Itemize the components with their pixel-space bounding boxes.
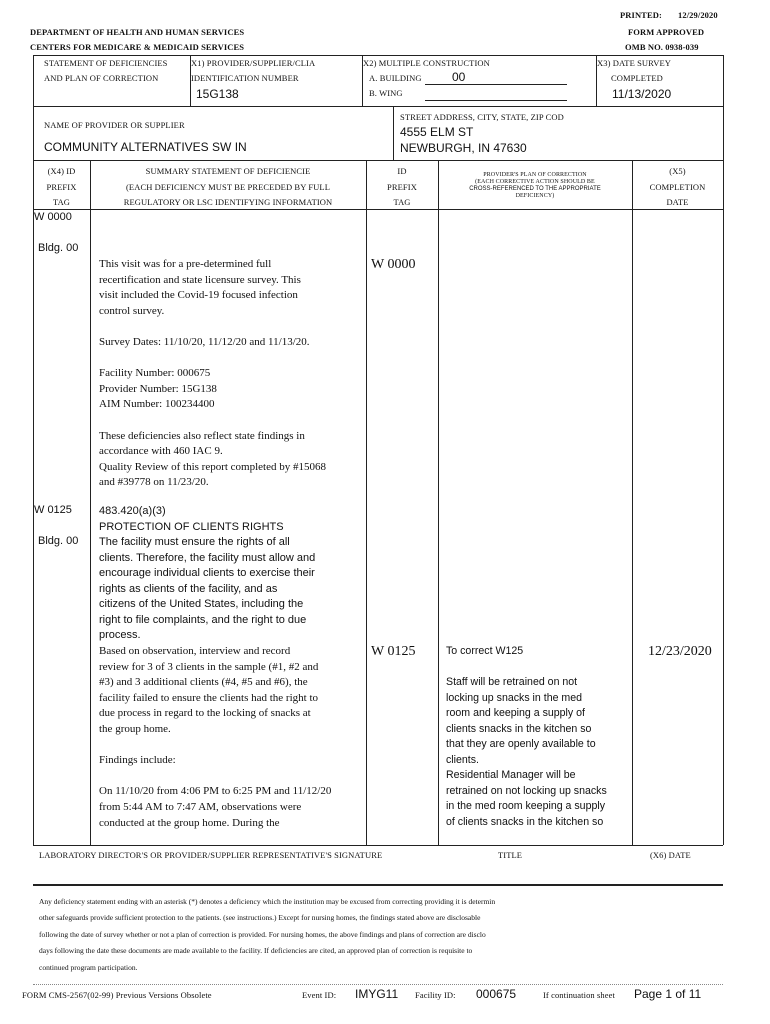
summary-line: Survey Dates: 11/10/20, 11/12/20 and 11/13/20. [99,335,310,348]
entry2-tag: W 0125 [34,504,72,516]
plan-line: that they are openly available to [446,738,596,750]
summary-line: Provider Number: 15G138 [99,382,217,395]
disclaimer-line: following the date of survey whether or not a plan of correction is provided. For nursing homes, the above findings and plans of correction are disclo [39,929,486,939]
summary-line [99,319,364,335]
regulation-line: right to file complaints, and the right to due [99,613,307,626]
x5-header-3: DATE [666,197,689,207]
summary-line: accordance with 460 IAC 9. [99,445,223,458]
summary-line [99,413,364,429]
regulation-line: encourage individual clients to exercise their [99,567,315,579]
summary-line: recertification and state licensure survey. This [99,273,301,286]
summary-line: control survey. [99,304,165,317]
plan-line: locking up snacks in the med [446,691,583,704]
page-number: Page 1 of 11 [634,987,702,1001]
summary-line: Quality Review of this report completed by #15068 [99,460,326,473]
entry2-id-tag: W 0125 [371,644,416,659]
x5-header-1: (X5) [669,166,686,176]
disclaimer-line: other safeguards provide sufficient protection to the patients. (see instructions.) Except for nursing homes, the findings stated above are disclosable [39,913,481,923]
form-approved: FORM APPROVED [628,27,705,37]
form-number: FORM CMS-2567(02-99) Previous Versions Obsolete [22,990,212,1000]
summary-header-2: (EACH DEFICIENCY MUST BE PRECEDED BY FULL [125,182,331,192]
disclaimer [39,894,723,976]
building-label: A. BUILDING [369,73,422,83]
facility-id-label: Facility ID: [415,990,456,1000]
event-id-value: IMYG11 [355,987,399,1001]
lab-director-label: LABORATORY DIRECTOR'S OR PROVIDER/SUPPLIER REPRESENTATIVE'S SIGNATURE [39,850,383,860]
plan-header-4: DEFICIENCY) [515,193,555,199]
regulation-line: process. [99,629,141,641]
entry2-plan [446,644,630,830]
regulation-line: PROTECTION OF CLIENTS RIGHTS [99,520,284,533]
entry1-bldg: Bldg. 00 [38,242,79,254]
plan-line: in the med room keeping a supply [446,800,605,812]
event-id-label: Event ID: [302,990,337,1000]
plan-line: Staff will be retrained on not [446,676,578,688]
provider-name: COMMUNITY ALTERNATIVES SW IN [44,140,247,154]
address-label: STREET ADDRESS, CITY, STATE, ZIP COD [400,112,564,122]
finding-line: review for 3 of 3 clients in the sample (#1, #2 and [99,660,319,673]
disclaimer-line: days following the date these documents are made available to the facility. If deficiencies are cited, an approved plan of correction is requisite to [39,946,473,956]
x4-header-1: (X4) ID [47,166,76,176]
summary-line: visit included the Covid-19 focused infection [99,289,298,302]
plan-header-1: PROVIDER'S PLAN OF CORRECTION [483,172,587,178]
printed-label: PRINTED: [620,10,662,20]
facility-id-value: 000675 [476,987,517,1001]
finding-line: Findings include: [99,754,176,767]
disclaimer-line: continued program participation. [39,962,138,972]
plan-line: room and keeping a supply of [446,707,585,719]
entry2-bldg: Bldg. 00 [38,535,79,547]
x1-label: X1) PROVIDER/SUPPLIER/CLIA [191,58,316,68]
entry1-summary [99,257,364,491]
summary-line: These deficiencies also reflect state findings in [99,429,305,442]
summary-line: and #39778 on 11/23/20. [99,476,209,489]
summary-line: This visit was for a pre-determined full [99,258,272,270]
continuation-label: If continuation sheet [543,990,615,1000]
regulation-line: clients. Therefore, the facility must allow and [99,551,316,564]
entry2-findings [99,644,364,831]
statement-label-2: AND PLAN OF CORRECTION [44,73,159,83]
plan-line: To correct W125 [446,645,524,657]
summary-line [99,351,364,367]
finding-line: facility failed to ensure the clients had the right to [99,691,319,704]
summary-header-1: SUMMARY STATEMENT OF DEFICIENCIE [145,166,311,176]
statement-label-1: STATEMENT OF DEFICIENCIES [44,58,168,68]
finding-line: the group home. [99,722,171,735]
id-header-1: ID [397,166,407,176]
x2-label: X2) MULTIPLE CONSTRUCTION [363,58,490,68]
entry1-tag: W 0000 [34,211,72,223]
x4-header-2: PREFIX [46,182,77,192]
entry1-id-tag: W 0000 [371,257,416,272]
summary-line: Facility Number: 000675 [99,367,211,380]
entry2-completion-date: 12/23/2020 [648,644,712,659]
id-header-3: TAG [393,197,411,207]
wing-label: B. WING [369,88,403,98]
address-line-1: 4555 ELM ST [400,125,474,139]
finding-line: On 11/10/20 from 4:06 PM to 6:25 PM and 11/12/20 [99,785,332,798]
finding-line [99,738,364,754]
x5-header-2: COMPLETION [649,182,706,192]
plan-line: Residential Manager will be [446,769,576,781]
printed-date: 12/29/2020 [678,10,718,20]
plan-line: retrained on not locking up snacks [446,784,607,797]
provider-id-value: 15G138 [196,87,239,101]
survey-completed-date: 11/13/2020 [612,87,672,101]
finding-line: from 5:44 AM to 7:47 AM, observations were [99,800,302,813]
finding-line: conducted at the group home. During the [99,816,280,829]
summary-header-3: REGULATORY OR LSC IDENTIFYING INFORMATION [123,197,333,207]
title-label: TITLE [498,850,523,860]
finding-line: due process in regard to the locking of snacks at [99,707,311,720]
address-line-2: NEWBURGH, IN 47630 [400,141,527,155]
finding-line: #3) and 3 additional clients (#4, #5 and #6), the [99,676,308,689]
provider-name-label: NAME OF PROVIDER OR SUPPLIER [44,120,185,130]
regulation-line: rights as clients of the facility, and as [99,582,278,595]
regulation-line: 483.420(a)(3) [99,505,166,517]
regulation-line: The facility must ensure the rights of all [99,536,290,548]
x1-label-2: IDENTIFICATION NUMBER [191,73,299,83]
dept-title: DEPARTMENT OF HEALTH AND HUMAN SERVICES [30,27,245,37]
finding-line [99,769,364,785]
finding-line: Based on observation, interview and record [99,645,291,657]
plan-line: of clients snacks in the kitchen so [446,815,604,828]
plan-line: clients. [446,753,479,766]
plan-line: clients snacks in the kitchen so [446,722,592,735]
x4-header-3: TAG [52,197,71,207]
id-header-2: PREFIX [387,182,417,192]
regulation-line: citizens of the United States, including the [99,598,304,610]
summary-line: AIM Number: 100234400 [99,398,215,411]
x6-date-label: (X6) DATE [650,850,691,860]
plan-line [446,660,630,676]
plan-header-3: CROSS-REFERENCED TO THE APPROPRIATE [469,186,601,192]
disclaimer-line: Any deficiency statement ending with an asterisk (*) denotes a deficiency which the institution may be excused from correcting providing it is determin [39,897,496,906]
x3-label-2: COMPLETED [611,73,663,83]
x3-label: X3) DATE SURVEY [597,58,672,68]
entry2-regulation [99,504,364,644]
building-value: 00 [452,70,466,84]
omb-number: OMB NO. 0938-039 [625,42,699,52]
centers-title: CENTERS FOR MEDICARE & MEDICAID SERVICES [30,42,245,52]
plan-header-2: (EACH CORRECTIVE ACTION SHOULD BE [475,179,595,185]
